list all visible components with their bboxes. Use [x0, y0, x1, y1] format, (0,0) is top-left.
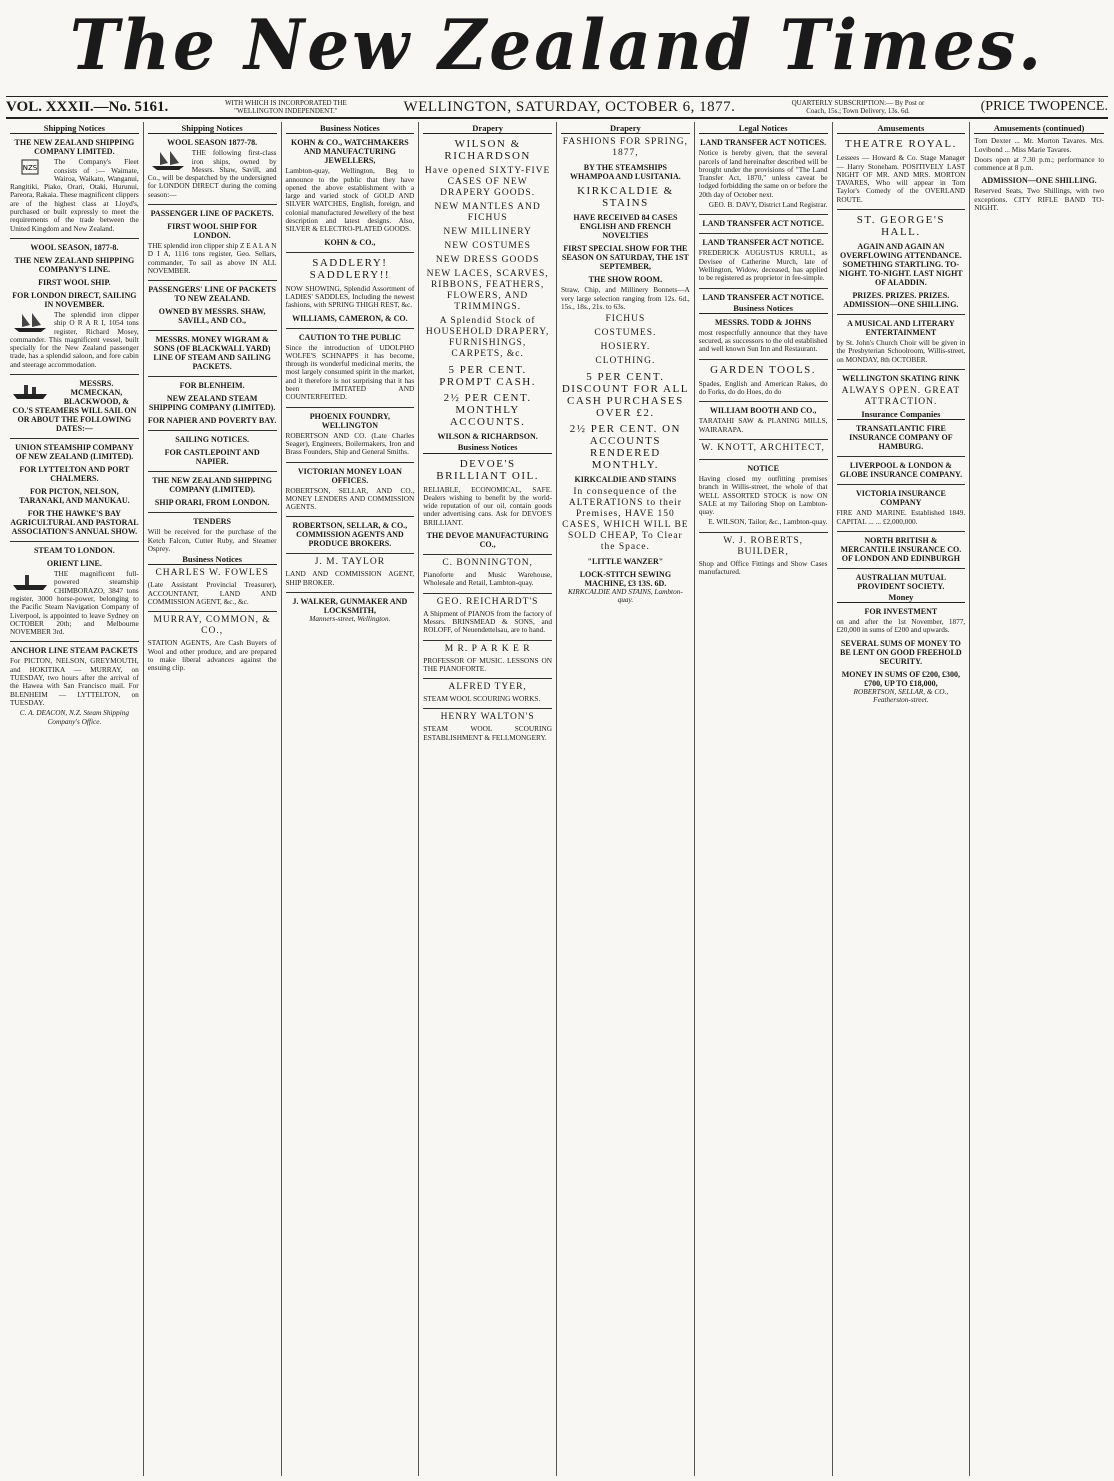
divider [148, 611, 277, 612]
ad-text: THE splendid iron clipper ship Z E A L A N D I A, 1116 tons register, Geo. Sellars, commander, To sail as above IN ALL NOVEMBER. [147, 241, 277, 275]
ad-text: STATION AGENTS, Are Cash Buyers of Wool and other produce, and are prepared to make liberal advances against the ensuing clip. [147, 638, 277, 673]
ad-heading: KOHN & CO., [324, 237, 376, 247]
ad-heading: FIRST SPECIAL SHOW FOR THE SEASON ON SATURDAY, THE 1ST SEPTEMBER, [561, 244, 689, 272]
divider [837, 314, 966, 315]
ad-heading: LAND TRANSFER ACT NOTICE. [702, 292, 824, 302]
ad-heading: ADMISSION—ONE SHILLING. [981, 176, 1097, 186]
ad-heading: FOR BLENHEIM. [179, 381, 245, 391]
ad-heading: FOR NAPIER AND POVERTY BAY. [147, 416, 277, 426]
column-4 [419, 122, 557, 1476]
divider [837, 456, 966, 457]
ad-heading: THE SHOW ROOM. [588, 275, 663, 285]
ad-heading: THE DEVOE MANUFACTURING CO., [426, 531, 549, 550]
divider [699, 214, 828, 215]
ad-text: LOCK-STITCH SEWING MACHINE, £3 13S. 6D. [579, 570, 672, 589]
divider [423, 678, 552, 679]
divider [286, 592, 415, 593]
ad-text: Since the introduction of UDOLPHO WOLFE'S SCHNAPPS it has become, through its wonderful medicinal merits, the most largely consumed spirit in the market, and it therefore is not surprising that it has been IMITATED AND COUNTERFEITED. [285, 342, 415, 402]
divider [699, 401, 828, 402]
ad-heading: COSTUMES. [594, 328, 657, 339]
ad-heading: FICHUS [605, 314, 646, 325]
divider [10, 641, 139, 642]
ad-heading: UNION STEAMSHIP COMPANY OF NEW ZEALAND (LIMITED). [15, 443, 134, 462]
divider [10, 374, 139, 375]
steamship-icon [10, 570, 50, 592]
ad-heading: FOR LONDON DIRECT, SAILING IN NOVEMBER. [12, 290, 137, 309]
ad-heading: KIRKCALDIE & STAINS [577, 185, 674, 210]
flag-icon [10, 158, 50, 180]
ad-heading: "LITTLE WANZER" [587, 557, 664, 567]
divider [10, 438, 139, 439]
list-item: NEW DRESS GOODS [435, 255, 540, 266]
ad-heading: WOOL SEASON 1877-78. [167, 138, 258, 148]
section-heading: Business Notices [148, 555, 277, 565]
ad-text: Will be received for the purchase of the Ketch Falcon, Cutter Ruby, and Steamer Osprey. [147, 527, 277, 553]
ad-heading: LAND TRANSFER ACT NOTICES. [700, 138, 827, 148]
ad-text: Pianoforte and Music Warehouse, Wholesale and Retail, Lambton-quay. [423, 570, 552, 588]
ad-text: Manners-street, Wellington. [309, 614, 391, 624]
volume-number: VOL. XXXII.—No. 5161. [6, 98, 169, 115]
ad-text: most respectfully announce that they have secured, as successors to the old established and well known Sun Inn and Restaurant. [698, 327, 828, 354]
divider [286, 553, 415, 554]
ad-heading: TENDERS [193, 517, 232, 527]
divider [148, 376, 277, 377]
column-2 [144, 122, 282, 1476]
ad-text: Reserved Seats, Two Shillings, with two exceptions. CITY RIFLE BAND TO-NIGHT. [974, 186, 1104, 213]
signature: KIRKCALDIE AND STAINS, Lambton-quay. [567, 587, 683, 605]
section-heading: Business Notices [423, 443, 552, 453]
ad-text: A Splendid Stock of HOUSEHOLD DRAPERY, FURNISHINGS, CARPETS, &c. [425, 316, 550, 360]
divider [148, 471, 277, 472]
divider [286, 516, 415, 517]
ad-heading: THE NEW ZEALAND SHIPPING COMPANY (LIMITED). [152, 476, 272, 495]
ad-text: FIRE AND MARINE. Established 1849. CAPITAL ... ... £2,000,000. [836, 508, 966, 526]
ad-heading: OWNED BY MESSRS. SHAW, SAVILL, AND CO., [158, 307, 266, 326]
divider [699, 459, 828, 460]
ad-heading: A MUSICAL AND LITERARY ENTERTAINMENT [847, 319, 955, 338]
ad-heading: THEATRE ROYAL. [844, 138, 957, 151]
signature: ROBERTSON, SELLAR, & CO., Featherston-street. [853, 686, 949, 705]
ad-text: THE magnificent full-powered steamship CHIMBORAZO, 3847 tons register, 3000 horse-power, belonging to the Pacific Steam Navigation Company of Liverpool, is appointed to leave Sydney on OCTOBER 20th; and Melbourne NOVEMBER 3rd. [10, 569, 139, 637]
ad-heading: KIRKCALDIE AND STAINS [574, 475, 677, 485]
ad-text: Lessees — Howard & Co. Stage Manager — Harry Stoneham. POSITIVELY LAST NIGHT OF MR. AND MRS. MORTON TAVARES, Who will appear in Tom Taylor's Comedy of the OVERLAND ROUTE. [836, 153, 966, 204]
section-heading: Amusements [837, 124, 966, 134]
divider [286, 462, 415, 463]
ad-text: by St. John's Church Choir will be given in the Presbyterian Schoolroom, Willis-street, on MONDAY, 8th OCTOBER. [836, 338, 966, 364]
ad-heading: PASSENGERS' LINE OF PACKETS TO NEW ZEALAND. [148, 285, 276, 304]
section-heading: Shipping Notices [10, 124, 139, 134]
ad-heading: CHARLES W. FOWLES [155, 568, 269, 579]
divider [837, 369, 966, 370]
ad-heading: ST. GEORGE'S HALL. [856, 214, 945, 239]
ad-heading: FOR INVESTMENT [864, 607, 938, 617]
ad-heading: THE NEW ZEALAND SHIPPING COMPANY LIMITED. [14, 138, 135, 157]
ad-heading: ANCHOR LINE STEAM PACKETS [10, 646, 138, 656]
ad-heading: WILLIAM BOOTH AND CO., [709, 406, 817, 416]
ad-heading: AUSTRALIAN MUTUAL PROVIDENT SOCIETY. [855, 572, 947, 591]
divider [699, 532, 828, 533]
divider [699, 288, 828, 289]
ad-heading: FOR THE HAWKE'S BAY AGRICULTURAL AND PASTORAL ASSOCIATION'S ANNUAL SHOW. [10, 509, 139, 537]
ad-text: STEAM WOOL SCOURING ESTABLISHMENT & FELLMONGERY. [423, 724, 552, 742]
ad-text: Tom Dexter ... Mr. Morton Tavares. Mrs. Lovibond ... Miss Marie Tavares. [974, 136, 1104, 154]
ad-text: Lambton-quay, Wellington, Beg to announce to the public that they have opened the above establishment with a large and varied stock of GOLD AND SILVER WATCHES, English, foreign, and colonial manufactured Jewellery of the best description and latest designs. Also, SILVER & ELECTRO-PLATED GOODS. [285, 166, 415, 234]
section-heading: Business Notices [699, 304, 828, 314]
ad-heading: WILLIAMS, CAMERON, & CO. [292, 313, 408, 323]
svg-text:NZS: NZS [22, 164, 38, 173]
ad-text: Straw, Chip, and Millinery Bonnets—A very large selection ranging from 12s. 6d., 15s., 18s., 21s. to 63s. [561, 285, 690, 311]
ad-text: Spades, English and American Rakes, do do Forks, do do Hoes, do do [698, 378, 828, 397]
ad-text: PRIZES. PRIZES. PRIZES. ADMISSION—ONE SHILLING. [843, 291, 959, 310]
divider [286, 328, 415, 329]
ad-heading: KOHN & CO., WATCHMAKERS AND MANUFACTURING JEWELLERS, [291, 138, 409, 166]
ad-heading: HOSIERY. [600, 342, 651, 353]
ad-text: FREDERICK AUGUSTUS KRULL, as Devisee of Catherine Murch, late of Wellington, Widow, deceased, has applied to be registered as proprietor in fee-simple. [698, 248, 828, 283]
ad-text: RELIABLE, ECONOMICAL, SAFE. Dealers wishing to benefit by the world-wide reputation of our oil, contain goods under advertising cans. Ask for DEVOE'S BRILLIANT. [423, 484, 552, 527]
ad-heading: LIVERPOOL & LONDON & GLOBE INSURANCE COMPANY. [839, 461, 963, 480]
section-heading: Money [837, 593, 966, 603]
sailing-ship-icon [148, 149, 188, 171]
list-item: NEW COSTUMES [444, 241, 531, 252]
divider [148, 204, 277, 205]
column-3 [282, 122, 420, 1476]
divider [423, 708, 552, 709]
columns [6, 122, 1108, 1476]
divider [10, 238, 139, 239]
divider [699, 439, 828, 440]
ad-text: LAND AND COMMISSION AGENT, SHIP BROKER. [285, 569, 415, 587]
ad-heading: MURRAY, COMMON, & CO., [153, 615, 271, 637]
ad-heading: MESSRS. MONEY WIGRAM & SONS (OF BLACKWALL YARD) LINE OF STEAM AND SAILING PACKETS. [153, 335, 271, 372]
ad-heading: WELLINGTON SKATING RINK [842, 373, 960, 383]
dateline-bar [6, 96, 1108, 119]
ad-heading: PHOENIX FOUNDRY, WELLINGTON [309, 411, 391, 430]
divider [423, 593, 552, 594]
ad-heading: GARDEN TOOLS. [710, 363, 817, 376]
divider [699, 233, 828, 234]
divider [837, 484, 966, 485]
terms: 5 PER CENT. DISCOUNT FOR ALL CASH PURCHASES OVER £2. [561, 371, 689, 420]
ad-heading: THE NEW ZEALAND SHIPPING COMPANY'S LINE. [14, 255, 135, 274]
issue-date: WELLINGTON, SATURDAY, OCTOBER 6, 1877. [403, 98, 736, 115]
ad-heading: FASHIONS FOR SPRING, 1877, [562, 137, 688, 159]
ad-heading: LAND TRANSFER ACT NOTICE. [702, 238, 824, 248]
ad-heading: DEVOE'S BRILLIANT OIL. [436, 457, 539, 482]
ad-heading: FOR CASTLEPOINT AND NAPIER. [164, 448, 260, 467]
ad-heading: NORTH BRITISH & MERCANTILE INSURANCE CO. OF LONDON AND EDINBURGH [840, 535, 962, 563]
section-heading: Business Notices [286, 124, 415, 134]
masthead [0, 0, 1114, 92]
ad-text: Having closed my outfitting premises branch in Willis-street, the whole of that WELL ASSORTED STOCK is now ON SALE at my Tailoring Shop on Lambton-quay. [698, 473, 828, 517]
ad-heading: TRANSATLANTIC FIRE INSURANCE COMPANY OF HAMBURG. [849, 424, 953, 452]
list-item: NEW LACES, SCARVES, RIBBONS, FEATHERS, FLOWERS, AND TRIMMINGS. [426, 269, 549, 313]
ad-heading: STEAM TO LONDON. [33, 546, 115, 556]
ad-text: TARATAHI SAW & PLANING MILLS, WAIRARAPA. [698, 416, 828, 434]
ad-heading: FOR PICTON, NELSON, TARANAKI, AND MANUKAU. [19, 487, 130, 506]
terms: 2½ PER CENT. MONTHLY ACCOUNTS. [443, 392, 532, 429]
divider [837, 531, 966, 532]
column-1 [6, 122, 144, 1476]
ad-heading: M R. P A R K E R [444, 643, 531, 654]
ad-text: PROFESSOR OF MUSIC. LESSONS ON THE PIANOFORTE. [423, 655, 552, 673]
sailing-ship-icon [10, 311, 50, 333]
section-heading: Drapery [423, 124, 552, 134]
ad-heading: MESSRS. TODD & JOHNS [715, 317, 812, 327]
list-item: NEW MILLINERY [443, 227, 532, 238]
ad-text: ALWAYS OPEN. GREAT ATTRACTION. [841, 385, 961, 407]
ad-heading: HENRY WALTON'S [440, 712, 535, 723]
ad-heading: SAILING NOTICES. [175, 435, 250, 445]
ad-heading: W. J. ROBERTS, BUILDER, [723, 535, 804, 557]
ad-heading: PASSENGER LINE OF PACKETS. [150, 209, 274, 219]
ad-heading: WILSON & RICHARDSON. [437, 432, 538, 442]
ad-text: The Company's Fleet consists of :— Waimate, Wairoa, Waikato, Wanganui, Rangitiki, Piako, Orari, Otaki, Hurunui, Pareora, Rakaia. These magnificent clippers are of the highest class at Lloyd's, purchased or built expressly to meet the requirements of the trade between the United Kingdom and New Zealand. [10, 157, 139, 233]
ad-heading: W. KNOTT, ARCHITECT, [701, 442, 825, 453]
ad-text: on and after the 1st November, 1877, £20,000 in sums of £200 and upwards. [836, 617, 966, 635]
ad-text: For PICTON, NELSON, GREYMOUTH, and HOKITIKA — MURRAY, on TUESDAY, two hours after the arrival of the Hawea with San Francisco mail. For BLENHEIM — LYTTELTON, on TUESDAY. [10, 656, 139, 707]
ad-heading: WILSON & RICHARDSON [444, 138, 531, 163]
ad-text: NOW SHOWING, Splendid Assortment of LADIES' SADDLES, Including the newest fashions, with SPRING THIGH REST, &c. [285, 283, 415, 310]
ad-text: A Shipment of PIANOS from the factory of Messrs. BRINSMEAD & SONS, and ROLOFF, of Neuendettelsau, are to hand. [423, 608, 552, 635]
subscription-note: QUARTERLY SUBSCRIPTION:— By Post or Coach, 15s.; Town Delivery, 13s. 6d. [791, 99, 925, 115]
divider [148, 512, 277, 513]
incorporated-note: WITH WHICH IS INCORPORATED THE "WELLINGTON INDEPENDENT." [224, 99, 347, 115]
divider [699, 359, 828, 360]
ad-heading: SHIP ORARI, FROM LONDON. [154, 498, 270, 508]
divider [423, 554, 552, 555]
divider [148, 280, 277, 281]
ad-heading: FOR LYTTELTON AND PORT CHALMERS. [19, 465, 130, 484]
divider [286, 407, 415, 408]
ad-text: ROBERTSON, SELLAR, AND CO., MONEY LENDERS AND COMMISSION AGENTS. [285, 485, 415, 512]
section-heading: Shipping Notices [148, 124, 277, 134]
divider [837, 209, 966, 210]
ad-heading: WOOL SEASON, 1877-8. [30, 242, 119, 252]
ad-heading: VICTORIAN MONEY LOAN OFFICES. [297, 466, 402, 485]
section-heading: Amusements (continued) [974, 124, 1104, 134]
ad-heading: VICTORIA INSURANCE COMPANY [855, 489, 946, 508]
divider [10, 541, 139, 542]
signature: GEO. B. DAVY, District Land Registrar. [708, 200, 828, 210]
column-7 [833, 122, 971, 1476]
ad-heading: LAND TRANSFER ACT NOTICE. [702, 219, 824, 229]
ad-heading: FIRST WOOL SHIP FOR LONDON. [167, 222, 257, 241]
ad-heading: J. WALKER, GUNMAKER AND LOCKSMITH, [292, 597, 408, 616]
ad-heading: ALFRED TYER, [448, 682, 527, 693]
column-8 [970, 122, 1108, 1476]
ad-heading: ROBERTSON, SELLAR, & CO., COMMISSION AGENTS AND PRODUCE BROKERS. [292, 521, 408, 549]
terms: 2½ PER CENT. ON ACCOUNTS RENDERED MONTHLY. [569, 423, 681, 472]
ad-heading: FIRST WOOL SHIP. [38, 277, 111, 287]
ad-heading: CLOTHING. [595, 356, 656, 367]
divider [837, 568, 966, 569]
ad-text: STEAM WOOL SCOURING WORKS. [423, 694, 541, 704]
price: (PRICE TWOPENCE. [980, 99, 1108, 114]
ad-heading: NEW ZEALAND STEAM SHIPPING COMPANY (LIMITED). [148, 394, 276, 413]
section-heading: Drapery [561, 124, 690, 134]
ad-heading: MESSRS. MCMECKAN, BLACKWOOD, & CO.'S STEAMERS WILL SAIL ON OR ABOUT THE FOLLOWING DATES:— [12, 379, 137, 434]
ad-heading: ORIENT LINE. [46, 559, 102, 569]
signature: E. WILSON, Tailor, &c., Lambton-quay. [708, 517, 828, 527]
terms: 5 PER CENT. PROMPT CASH. [439, 364, 536, 389]
divider [423, 640, 552, 641]
ad-text: AGAIN AND AGAIN AN OVERFLOWING ATTENDANCE. SOMETHING STARTLING. TO-NIGHT. TO-NIGHT. LAST NIGHT OF ALADDIN. [839, 242, 963, 288]
ad-text: BY THE STEAMSHIPS WHAMPOA AND LUSITANIA. [570, 163, 681, 182]
ad-heading: MONEY IN SUMS OF £200, £300, £700, UP TO £18,000, [841, 669, 961, 688]
ad-heading: J. M. TAYLOR [314, 557, 386, 568]
steamship-icon [10, 379, 50, 401]
list-item: NEW MANTLES AND FICHUS [434, 202, 541, 224]
newspaper-title: The New Zealand Times. [69, 4, 1045, 86]
signature: C. A. DEACON, N.Z. Steam Shipping Company's Office. [19, 708, 130, 726]
ad-text: Doors open at 7.30 p.m.; performance to commence at 8 p.m. [974, 154, 1104, 173]
ad-heading: CAUTION TO THE PUBLIC [298, 332, 401, 342]
ad-text: HAVE RECEIVED 84 CASES ENGLISH AND FRENCH NOVELTIES [573, 213, 678, 241]
ad-text: The splendid iron clipper ship O R A R I, 1054 tons register, Richard Mosey, commander. This magnificent vessel, built specially for the New Zealand passenger trade, has a splendid saloon, and fore cabin and steerage accommodation. [10, 309, 139, 369]
ad-heading: C. BONNINGTON, [442, 558, 533, 569]
ad-text: THE following first-class iron ships, owned by Messrs. Shaw, Savill, and Co., will be despatched by the undersigned for LONDON DIRECT during the coming season:— [147, 148, 277, 199]
ad-heading: GEO. REICHARDT'S [436, 596, 539, 607]
ad-text: In consequence of the ALTERATIONS to their Premises, HAVE 150 CASES, WHICH WILL BE SOLD CHEAP, To Clear the Space. [562, 487, 689, 553]
divider [286, 252, 415, 253]
column-5 [557, 122, 695, 1476]
section-heading: Insurance Companies [837, 410, 966, 420]
ad-heading: SEVERAL SUMS OF MONEY TO BE LENT ON GOOD FREEHOLD SECURITY. [840, 638, 962, 666]
ad-text: Notice is hereby given, that the several parcels of land hereinafter described will be brought under the provisions of "The Land Transfer Act, 1870," unless caveat be lodged forbidding the same on or before the 20th day of October next. [698, 148, 828, 199]
column-6 [695, 122, 833, 1476]
ad-heading: SADDLERY! SADDLERY!! [309, 256, 391, 281]
section-heading: Legal Notices [699, 124, 828, 134]
ad-heading: NOTICE [747, 463, 779, 473]
ad-text: Have opened SIXTY-FIVE CASES OF NEW DRAPERY GOODS. [424, 166, 551, 199]
ad-text: ROBERTSON AND CO. (Late Charles Seager), Engineers, Boilermakers, Iron and Brass Founders, Ship and General Smiths. [285, 430, 415, 457]
ad-text: (Late Assistant Provincial Treasurer), ACCOUNTANT, LAND AND COMMISSION AGENT, &c., &c. [147, 580, 277, 607]
divider [148, 330, 277, 331]
ad-text: Shop and Office Fittings and Show Cases manufactured. [698, 558, 828, 577]
divider [148, 430, 277, 431]
